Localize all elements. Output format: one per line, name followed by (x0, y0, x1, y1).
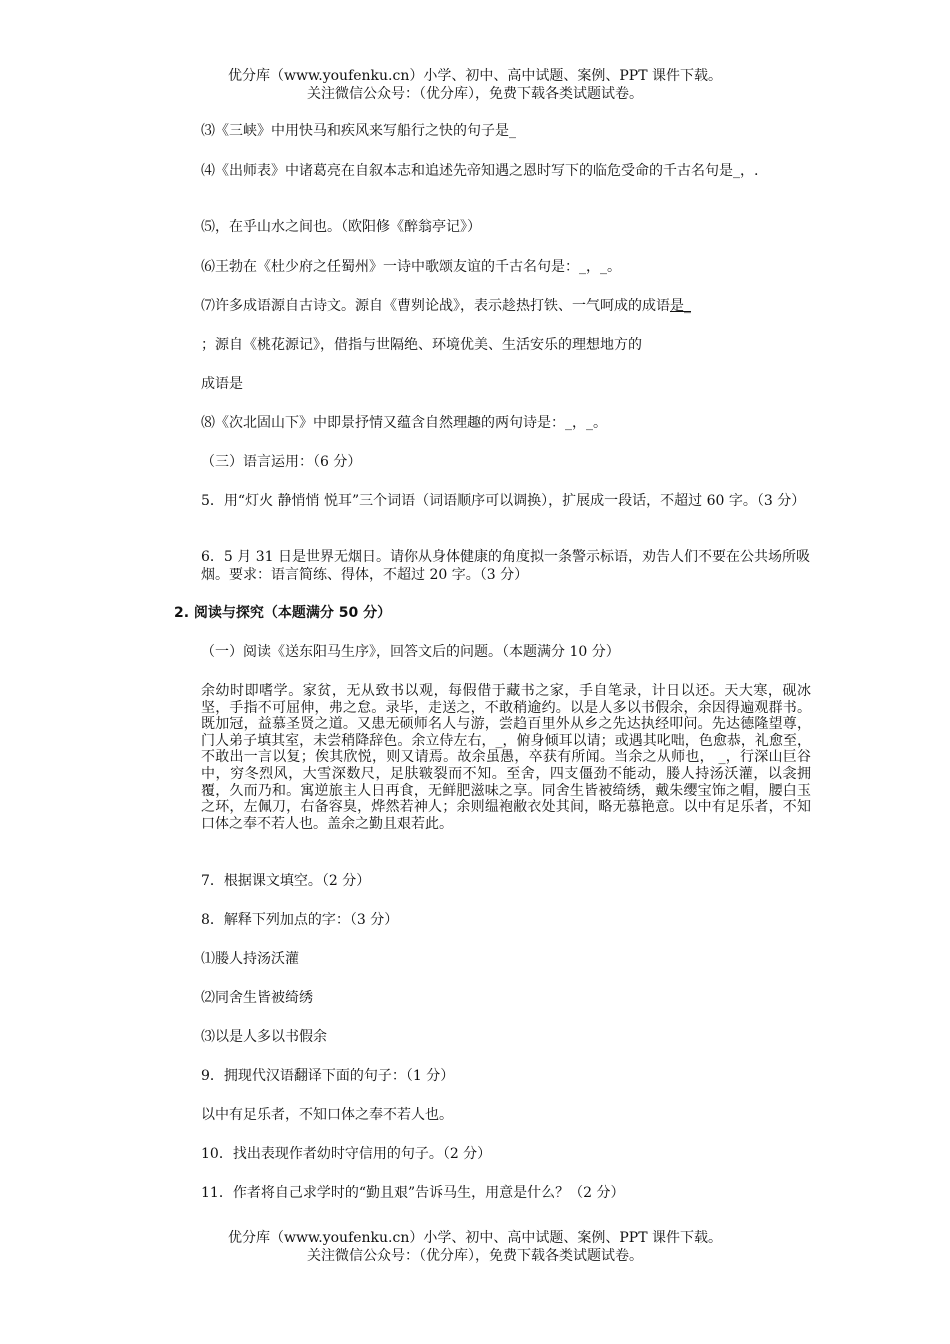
reading-question-8-1: ⑴媵人持汤沃灌 (201, 951, 299, 967)
reading-question-9: 9．拥现代汉语翻译下面的句子：（1 分） (201, 1068, 455, 1084)
reading-question-8-2: ⑵同舍生皆被绮绣 (201, 990, 313, 1006)
language-question-5: 5．用“灯火 静悄悄 悦耳”三个词语（词语顺序可以调换），扩展成一段话，不超过 60 字。（3 分） (201, 493, 806, 509)
question-7-text: ⑺许多成语源自古诗文。源自《曹刿论战》，表示趁热打铁、一气呵成的成语 (201, 298, 670, 314)
reading-question-11: 11．作者将自己求学时的“勤且艰”告诉马生，用意是什么？（2 分） (201, 1185, 625, 1201)
question-3: ⑶《三峡》中用快马和疾风来写船行之快的句子是_ (201, 123, 516, 139)
question-4: ⑷《出师表》中诸葛亮在自叙本志和追述先帝知遇之恩时写下的临危受命的千古名句是_，. (201, 163, 759, 179)
reading-question-9-sentence: 以中有足乐者，不知口体之奉不若人也。 (201, 1107, 453, 1123)
question-5: ⑸，在乎山水之间也。（欧阳修《醉翁亭记》） (201, 219, 481, 235)
section-2-title: 2. 阅读与探究（本题满分 50 分） (174, 605, 392, 621)
reading-passage: 余幼时即嗜学。家贫，无从致书以观，每假借于藏书之家，手自笔录，计日以还。天大寒，砚冰坚，手指不可屈伸，弗之怠。录毕，走送之，不敢稍逾约。以是人多以书假余，余因得遍观群书。既加冠，益慕圣贤之道。又患无硕师名人与游，尝趋百里外从乡之先达执经叩问。先达德隆望尊，门人弟子填其室，未尝稍降辞色。余立侍左右，_，俯身倾耳以请；或遇其叱咄，色愈恭，礼愈至，不敢出一言以复；俟其欣悦，则又请焉。故余虽愚，卒获有所闻。当余之从师也， _，行深山巨谷中，穷冬烈风，大雪深数尺，足肤皲裂而不知。至舍，四支僵劲不能动，媵人持汤沃灌，以衾拥覆，久而乃和。寓逆旅主人日再食，无鲜肥滋味之享。同舍生皆被绮绣，戴朱缨宝饰之帽，腰白玉之环，左佩刀，右备容臭，烨然若神人；余则缊袍敝衣处其间，略无慕艳意。以中有足乐者，不知口体之奉不若人也。盖余之勤且艰若此。 (201, 683, 811, 832)
reading-question-10: 10．找出表现作者幼时守信用的句子。（2 分） (201, 1146, 492, 1162)
header-line-1: 优分库（www.youfenku.cn）小学、初中、高中试题、案例、PPT 课件下载。 (227, 68, 722, 84)
page-footer (0, 1229, 950, 1265)
question-8: ⑻《次北固山下》中即景抒情又蕴含自然理趣的两句诗是：_，_。 (201, 415, 607, 431)
footer-line-1: 优分库（www.youfenku.cn）小学、初中、高中试题、案例、PPT 课件下载。 (227, 1230, 722, 1246)
language-question-6: 6．5 月 31 日是世界无烟日。请你从身体健康的角度拟一条警示标语，劝告人们不要在公共场所吸烟。要求：语言简练、得体，不超过 20 字。（3 分） (201, 549, 810, 583)
header-line-2: 关注微信公众号：（优分库），免费下载各类试题试卷。 (307, 86, 643, 102)
question-6: ⑹王勃在《杜少府之任蜀州》一诗中歌颂友谊的千古名句是：_，_。 (201, 259, 621, 275)
reading-question-8-3: ⑶以是人多以书假余 (201, 1029, 327, 1045)
question-7-line-3: 成语是 (201, 376, 243, 392)
question-7-blank: 是_ (670, 298, 691, 314)
question-7-line-1 (201, 297, 811, 315)
footer-line-2: 关注微信公众号：（优分库），免费下载各类试题试卷。 (307, 1248, 643, 1264)
reading-question-7: 7．根据课文填空。（2 分） (201, 873, 371, 889)
reading-1-heading: （一）阅读《送东阳马生序》，回答文后的问题。（本题满分 10 分） (201, 644, 620, 660)
question-7-line-2: ；源自《桃花源记》，借指与世隔绝、环境优美、生活安乐的理想地方的 (201, 337, 642, 353)
language-use-heading: （三）语言运用：（6 分） (201, 454, 362, 470)
page-header (0, 67, 950, 103)
reading-question-8: 8．解释下列加点的字：（3 分） (201, 912, 399, 928)
